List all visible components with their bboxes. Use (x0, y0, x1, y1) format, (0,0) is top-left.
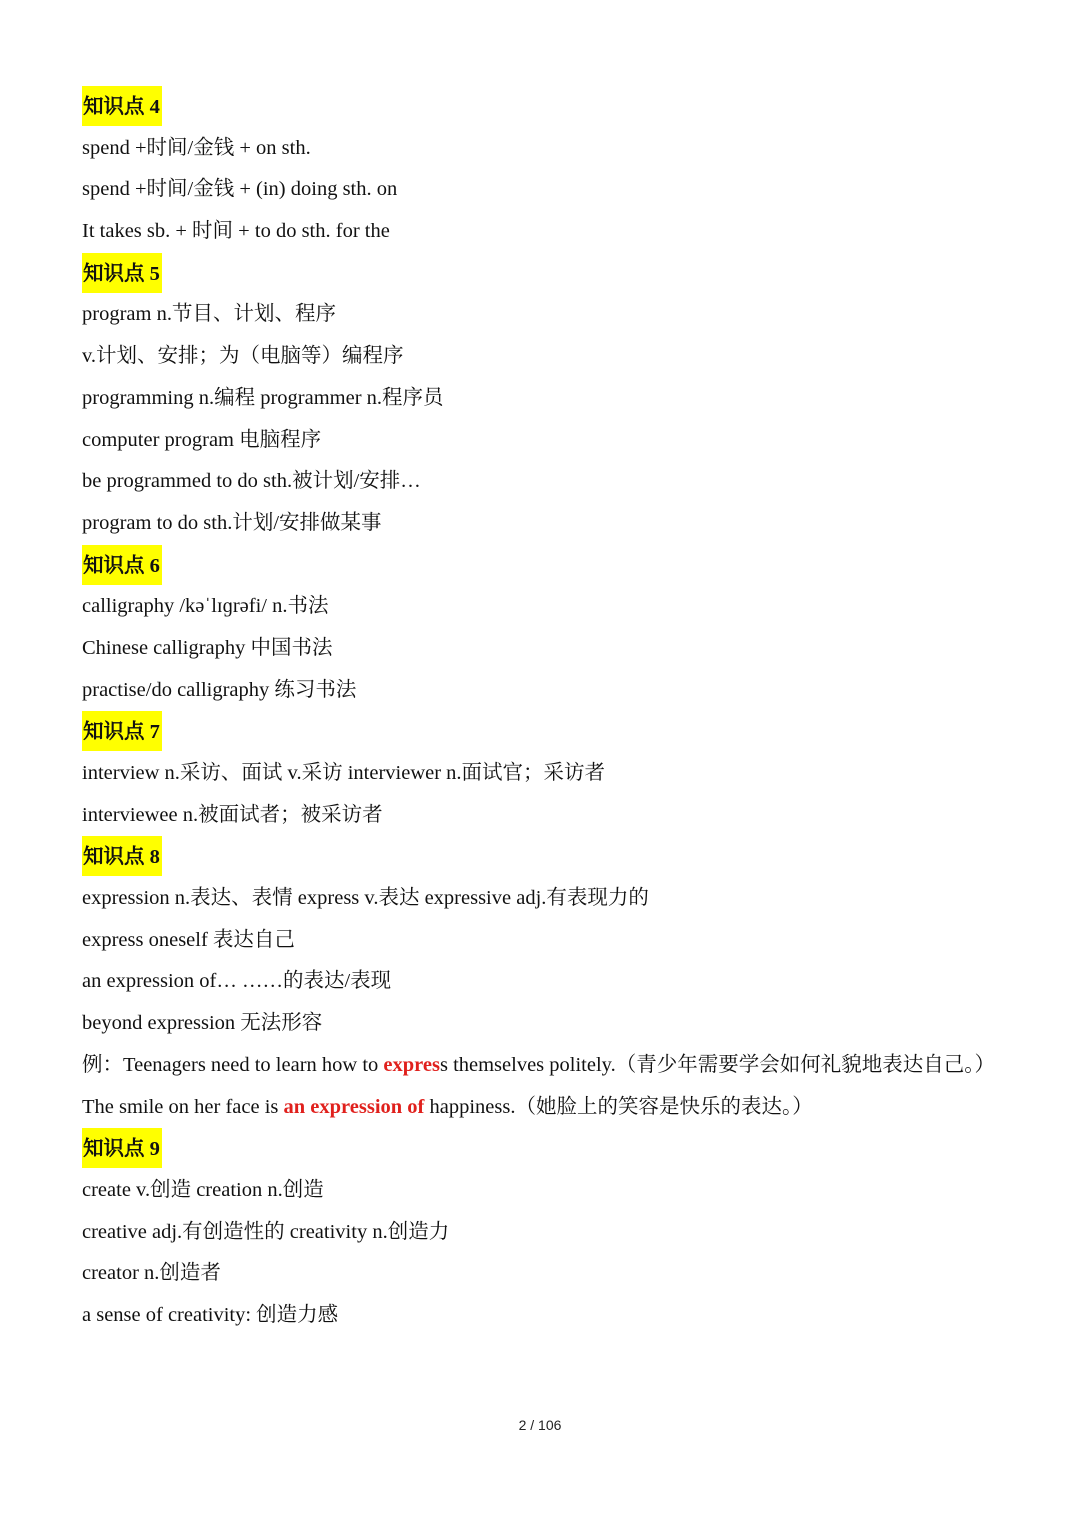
text-line: creative adj.有创造性的 creativity n.创造力 (82, 1220, 450, 1243)
text-line: a sense of creativity: 创造力感 (82, 1303, 339, 1326)
example-sentence-1 (82, 1045, 1012, 1087)
text-line: spend +时间/金钱 + (in) doing sth. on (82, 178, 398, 201)
section-heading: 知识点 5 (82, 253, 162, 293)
document-content (82, 86, 1012, 1337)
text-line: computer program 电脑程序 (82, 428, 322, 451)
text-line: expression n.表达、表情 express v.表达 expressive adj.有表现力的 (82, 887, 649, 910)
text-line: interview n.采访、面试 v.采访 interviewer n.面试官；采访者 (82, 762, 606, 784)
section-8-heading-line (82, 836, 1012, 878)
section-heading: 知识点 6 (82, 545, 162, 585)
example-text: happiness.（她脸上的笑容是快乐的表达。） (424, 1095, 813, 1118)
example-text: 例：Teenagers need to learn how to (82, 1053, 384, 1076)
text-line: v.计划、安排；为（电脑等）编程序 (82, 345, 404, 368)
text-line: interviewee n.被面试者；被采访者 (82, 803, 383, 826)
section-6-heading-line (82, 545, 1012, 587)
text-line: express oneself 表达自己 (82, 928, 295, 951)
section-5-heading-line (82, 253, 1012, 295)
text-line: program to do sth.计划/安排做某事 (82, 511, 382, 534)
text-line: an expression of… ……的表达/表现 (82, 970, 392, 993)
text-line: beyond expression 无法形容 (82, 1012, 323, 1035)
example-sentence-2 (82, 1087, 1012, 1129)
text-line: It takes sb. + 时间 + to do sth. for the (82, 220, 390, 243)
page-number: 2 / 106 (518, 1417, 562, 1433)
text-line: practise/do calligraphy 练习书法 (82, 678, 357, 701)
text-line: programming n.编程 programmer n.程序员 (82, 386, 444, 409)
section-heading: 知识点 8 (82, 836, 162, 876)
text-line: be programmed to do sth.被计划/安排… (82, 470, 421, 493)
text-line: creator n.创造者 (82, 1262, 221, 1285)
text-line: program n.节目、计划、程序 (82, 303, 336, 326)
example-emphasis: expres (383, 1053, 440, 1076)
example-emphasis: an expression of (283, 1095, 425, 1118)
text-line: spend +时间/金钱 + on sth. (82, 136, 311, 159)
section-9-heading-line (82, 1128, 1012, 1170)
text-line: calligraphy /kəˈlɪɡrəfi/ n.书法 (82, 595, 329, 618)
section-heading: 知识点 7 (82, 711, 162, 751)
example-text: s themselves politely.（青少年需要学会如何礼貌地表达自己。） (439, 1053, 995, 1076)
example-text: The smile on her face is (82, 1095, 284, 1118)
text-line: create v.创造 creation n.创造 (82, 1178, 324, 1201)
section-4-heading-line (82, 86, 1012, 128)
section-7-heading-line (82, 711, 1012, 753)
section-heading: 知识点 4 (82, 86, 162, 126)
text-line: Chinese calligraphy 中国书法 (82, 636, 333, 659)
section-heading: 知识点 9 (82, 1128, 162, 1168)
